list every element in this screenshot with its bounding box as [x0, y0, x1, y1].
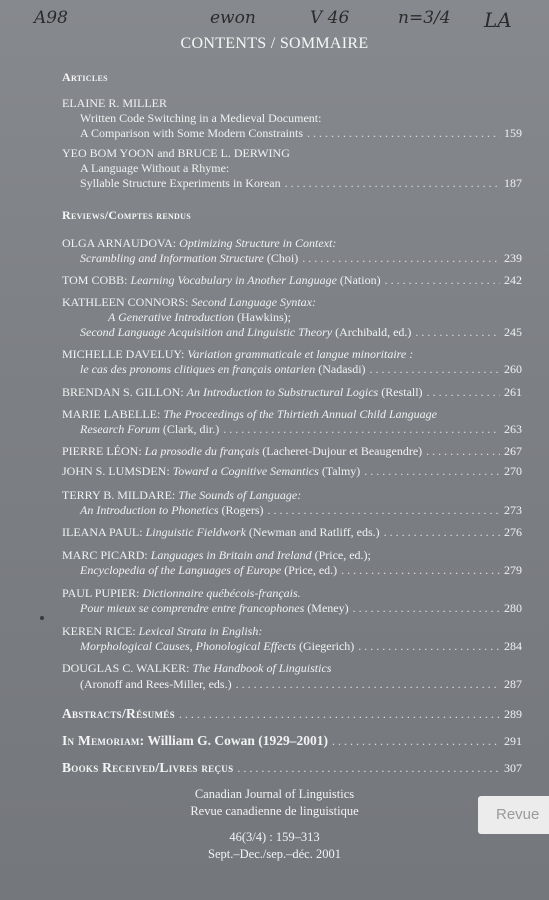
book-title: La prosodie du français: [144, 444, 260, 458]
section-heading-books: Books Received/Livres reçus: [62, 760, 234, 775]
handwritten-note: V 46: [310, 8, 350, 28]
page-title: CONTENTS / SOMMAIRE: [180, 35, 369, 52]
page-number: 267: [504, 444, 522, 458]
review-author: KATHLEEN CONNORS:: [62, 295, 189, 309]
book-author: (Newman and Ratliff, eds.): [248, 525, 380, 539]
book-title: Optimizing Structure in Context:: [179, 236, 337, 250]
book-author: (Price, ed.): [284, 563, 338, 577]
book-title: The Proceedings of the Thirtieth Annual Child Language: [163, 407, 437, 421]
leader-dots: [285, 176, 500, 191]
article-title-line: A Language Without a Rhyme:: [80, 161, 230, 175]
article-title-line: Syllable Structure Experiments in Korean: [80, 176, 281, 190]
review-author-line: [62, 407, 522, 422]
library-sticker: Revue: [478, 796, 549, 834]
review-author-line: [62, 548, 522, 563]
book-title: le cas des pronoms clitiques en français ontarien: [80, 362, 316, 376]
page-number: 263: [504, 422, 522, 436]
article-author: YEO BOM YOON and BRUCE L. DERWING: [62, 146, 290, 160]
toc-entry[interactable]: [62, 464, 522, 479]
toc-entry[interactable]: [80, 563, 522, 578]
review-author-line: [62, 661, 522, 676]
review-author: BRENDAN S. GILLON:: [62, 385, 184, 399]
section-heading-articles: Articles: [62, 70, 108, 84]
book-title: Morphological Causes, Phonological Effects: [80, 639, 296, 653]
review-author: MARC PICARD:: [62, 548, 148, 562]
review-author: PIERRE LÉON:: [62, 444, 142, 458]
handwritten-note: ewon: [210, 8, 256, 28]
book-title: The Sounds of Language:: [178, 488, 302, 502]
page-number: 270: [504, 464, 522, 478]
memoriam-name: William G. Cowan (1929–2001): [147, 733, 328, 748]
book-title: Scrambling and Information Structure: [80, 251, 264, 265]
volume-pages: 46(3/4) : 159–313: [229, 830, 320, 844]
book-author: (Giegerich): [298, 639, 355, 653]
review-author: TERRY B. MILDARE:: [62, 488, 176, 502]
page-number: 187: [504, 176, 522, 190]
book-title: Encyclopedia of the Languages of Europe: [80, 563, 282, 577]
page-number: 242: [504, 273, 522, 287]
review-author-line: [62, 488, 522, 503]
review-author: MICHELLE DAVELUY:: [62, 347, 185, 361]
book-author: (Talmy): [321, 464, 361, 478]
book-title: Second Language Syntax:: [191, 295, 316, 309]
handwritten-note: LA: [484, 8, 512, 32]
toc-entry[interactable]: [62, 273, 522, 288]
leader-dots: [179, 707, 500, 722]
book-title: The Handbook of Linguistics: [192, 661, 332, 675]
leader-dots: [385, 273, 500, 288]
leader-dots: [223, 422, 500, 437]
book-title: Learning Vocabulary in Another Language: [130, 273, 337, 287]
review-author-line: [62, 586, 522, 601]
leader-dots: [415, 325, 500, 340]
review-author: TOM COBB:: [62, 273, 128, 287]
toc-entry[interactable]: [80, 251, 522, 266]
review-author: JOHN S. LUMSDEN:: [62, 464, 170, 478]
book-title: An Introduction to Phonetics: [80, 503, 219, 517]
book-title: Lexical Strata in English:: [138, 624, 263, 638]
book-author: (Nation): [339, 273, 381, 287]
book-author: (Archibald, ed.): [335, 325, 412, 339]
toc-entry[interactable]: [62, 733, 522, 749]
page-number: 261: [504, 385, 522, 399]
page-number: 287: [504, 677, 522, 691]
book-title: Variation grammaticale et langue minoritaire :: [187, 347, 414, 361]
review-author: PAUL PUPIER:: [62, 586, 140, 600]
review-author-line: [62, 347, 522, 362]
book-author: (Nadasdi): [318, 362, 366, 376]
book-author: (Choi): [266, 251, 299, 265]
leader-dots: [341, 563, 500, 578]
book-author: (Clark, dir.): [162, 422, 220, 436]
page-number: 280: [504, 601, 522, 615]
review-author: ILEANA PAUL:: [62, 525, 143, 539]
toc-entry[interactable]: [80, 503, 522, 518]
book-title: Pour mieux se comprendre entre francophones: [80, 601, 305, 615]
book-author: (Hawkins);: [236, 310, 291, 324]
handwritten-note: A98: [34, 8, 68, 28]
journal-name-en: Canadian Journal of Linguistics: [194, 787, 355, 801]
handwritten-note: n=3/4: [398, 8, 451, 28]
book-title: A Generative Introduction: [108, 310, 234, 324]
review-author-line: [62, 624, 522, 639]
review-author-line: [62, 295, 522, 310]
leader-dots: [236, 677, 500, 692]
leader-dots: [384, 525, 500, 540]
article-title-line: Written Code Switching in a Medieval Document:: [80, 111, 322, 125]
toc-entry[interactable]: [80, 639, 522, 654]
book-title: Toward a Cognitive Semantics: [172, 464, 319, 478]
issue-date: Sept.–Dec./sep.–déc. 2001: [208, 847, 341, 861]
review-author: OLGA ARNAUDOVA:: [62, 236, 177, 250]
book-author: (Lacheret-Dujour et Beaugendre): [262, 444, 423, 458]
review-author: DOUGLAS C. WALKER:: [62, 661, 190, 675]
page-number: 289: [504, 707, 522, 721]
article-author: ELAINE R. MILLER: [62, 96, 167, 110]
toc-entry[interactable]: [62, 706, 522, 722]
section-heading-reviews: Reviews/Comptes rendus: [62, 208, 191, 222]
toc-entry[interactable]: [80, 422, 522, 437]
toc-entry[interactable]: [80, 362, 522, 377]
review-author: KEREN RICE:: [62, 624, 136, 638]
leader-dots: [370, 362, 500, 377]
page-number: 273: [504, 503, 522, 517]
book-title: Research Forum: [80, 422, 160, 436]
book-author: (Aronoff and Rees-Miller, eds.): [80, 677, 232, 691]
book-author: (Restall): [381, 385, 423, 399]
review-author-line: [62, 236, 522, 251]
dust-speck: [40, 616, 44, 620]
page-number: 276: [504, 525, 522, 539]
page-number: 284: [504, 639, 522, 653]
leader-dots: [332, 734, 500, 749]
section-heading-memoriam: In Memoriam:: [62, 733, 145, 748]
review-author: MARIE LABELLE:: [62, 407, 161, 421]
page-number: 307: [504, 761, 522, 775]
leader-dots: [364, 464, 500, 479]
section-heading-abstracts: Abstracts/Résumés: [62, 706, 175, 721]
article-title-line: A Comparison with Some Modern Constraints: [80, 126, 303, 140]
page-number: 159: [504, 126, 522, 140]
book-title: Second Language Acquisition and Linguistic Theory: [80, 325, 333, 339]
toc-entry[interactable]: [80, 126, 522, 141]
leader-dots: [426, 444, 500, 459]
toc-entry[interactable]: [62, 385, 522, 400]
review-title-line: [108, 310, 522, 325]
toc-entry[interactable]: [80, 176, 522, 191]
toc-entry[interactable]: [80, 325, 522, 340]
toc-entry[interactable]: [62, 525, 522, 540]
book-author: (Rogers): [221, 503, 264, 517]
book-title: An Introduction to Substructural Logics: [186, 385, 379, 399]
book-author: (Price, ed.);: [314, 548, 371, 562]
page-number: 260: [504, 362, 522, 376]
page-number: 239: [504, 251, 522, 265]
toc-entry[interactable]: [62, 760, 522, 776]
leader-dots: [237, 761, 500, 776]
leader-dots: [358, 639, 500, 654]
page-number: 279: [504, 563, 522, 577]
journal-name-fr: Revue canadienne de linguistique: [190, 804, 359, 818]
page-number: 291: [504, 734, 522, 748]
book-title: Languages in Britain and Ireland: [150, 548, 312, 562]
toc-entry[interactable]: [80, 677, 522, 692]
leader-dots: [268, 503, 500, 518]
book-author: (Meney): [307, 601, 349, 615]
page-number: 245: [504, 325, 522, 339]
leader-dots: [307, 126, 500, 141]
leader-dots: [427, 385, 500, 400]
leader-dots: [353, 601, 500, 616]
toc-entry[interactable]: [80, 601, 522, 616]
book-title: Dictionnaire québécois-français.: [142, 586, 301, 600]
toc-entry[interactable]: [62, 444, 522, 459]
leader-dots: [302, 251, 500, 266]
book-title: Linguistic Fieldwork: [145, 525, 246, 539]
